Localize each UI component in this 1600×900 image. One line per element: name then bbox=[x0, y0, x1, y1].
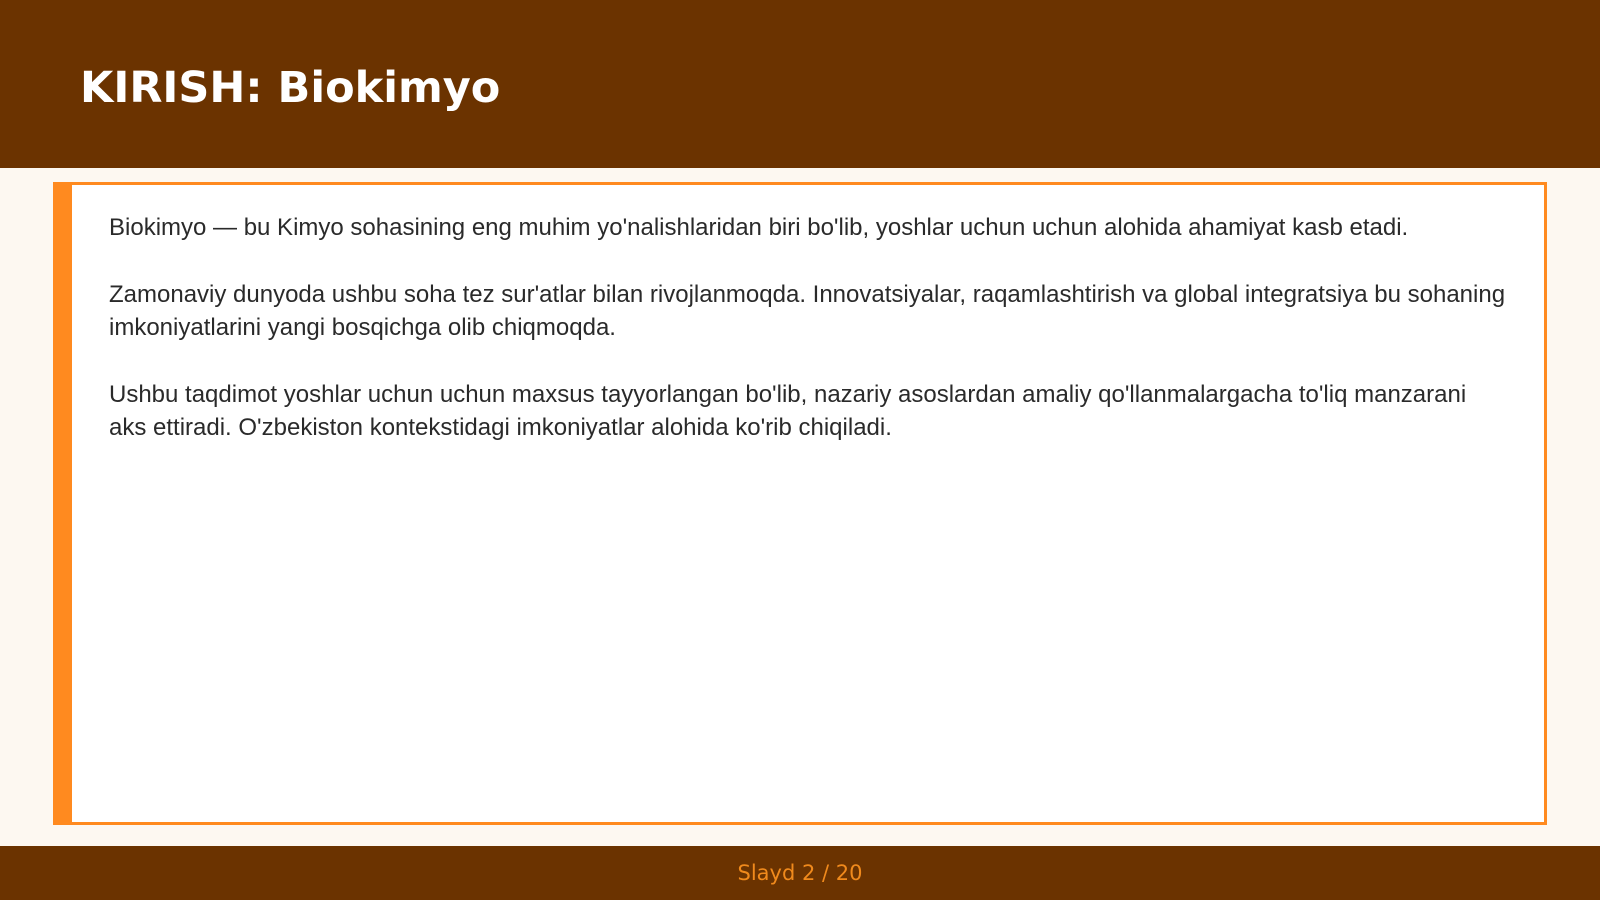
paragraph-2: Zamonaviy dunyoda ushbu soha tez sur'atlar bilan rivojlanmoqda. Innovatsiyalar, raqamlashtirish va global integratsiya bu sohaning imkoniyatlarini yangi bosqichga olib chiqmoqda. bbox=[109, 281, 1506, 341]
slide-title: KIRISH: Biokimyo bbox=[80, 63, 501, 113]
paragraph-3: Ushbu taqdimot yoshlar uchun uchun maxsus tayyorlangan bo'lib, nazariy asoslardan amaliy qo'llanmalargacha to'liq manzarani aks ettiradi. O'zbekiston kontekstidagi imkoniyatlar alohida ko'rib chiqiladi. bbox=[109, 381, 1467, 441]
slide-counter: Slayd 2 / 20 bbox=[737, 861, 863, 885]
slide-footer bbox=[0, 846, 1600, 900]
content-text bbox=[109, 211, 1509, 478]
paragraph-1: Biokimyo — bu Kimyo sohasining eng muhim yo'nalishlaridan biri bo'lib, yoshlar uchun uchun alohida ahamiyat kasb etadi. bbox=[109, 214, 1409, 241]
content-box bbox=[53, 182, 1547, 825]
slide-header bbox=[0, 0, 1600, 168]
